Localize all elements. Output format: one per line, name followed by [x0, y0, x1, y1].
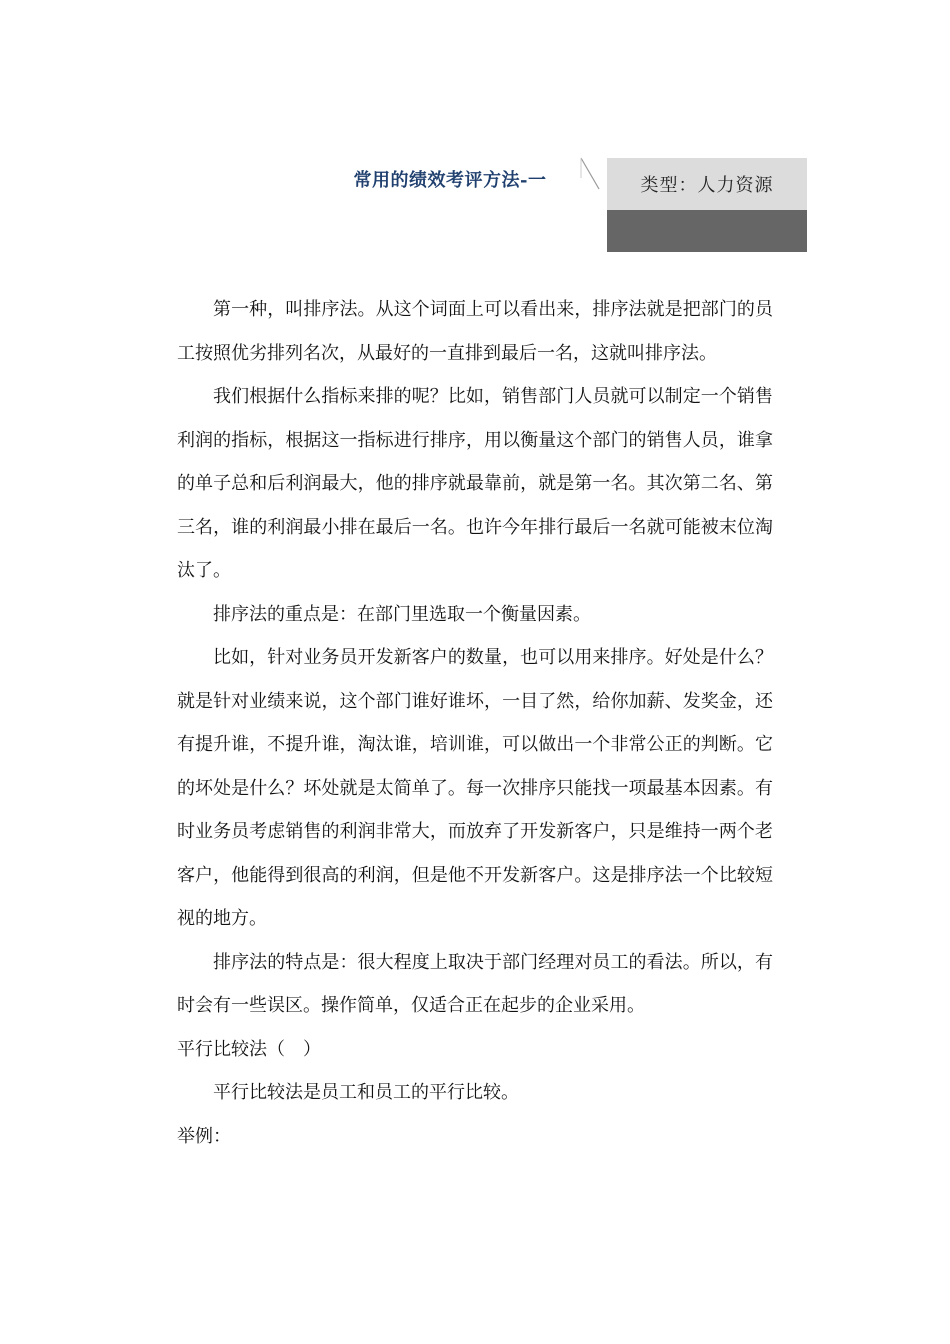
category-label: 类型： — [640, 175, 698, 196]
category-box — [607, 158, 807, 210]
section-heading: 举例： — [177, 1125, 231, 1147]
paragraph: 平行比较法是员工和员工的平行比较。 — [213, 1082, 519, 1103]
section-heading: 平行比较法（ ） — [177, 1038, 321, 1060]
paragraph: 我们根据什么指标来排的呢？比如，销售部门人员就可以制定一个销售利润的指标，根据这一指标进行排序，用以衡量这个部门的销售人员，谁拿的单子总和后利润最大，他的排序就最靠前，就是第一名。其次第二名、第三名，谁的利润最小排在最后一名。也许今年排行最后一名就可能被末位淘汰了。 — [177, 386, 773, 581]
document-title: 常用的绩效考评方法-一 — [353, 170, 547, 191]
header-dark-bar — [607, 210, 807, 252]
paragraph: 比如，针对业务员开发新客户的数量，也可以用来排序。好处是什么？就是针对业绩来说，这个部门谁好谁坏，一目了然，给你加薪、发奖金，还有提升谁，不提升谁，淘汰谁，培训谁，可以做出一个非常公正的判断。它的坏处是什么？坏处就是太简单了。每一次排序只能找一项最基本因素。有时业务员考虑销售的利润非常大，而放弃了开发新客户，只是维持一两个老客户，他能得到很高的利润，但是他不开发新客户。这是排序法一个比较短视的地方。 — [177, 647, 773, 929]
page-fold-decoration — [578, 156, 602, 192]
paragraph: 第一种，叫排序法。从这个词面上可以看出来，排序法就是把部门的员工按照优劣排列名次，从最好的一直排到最后一名，这就叫排序法。 — [177, 299, 773, 364]
paragraph: 排序法的特点是：很大程度上取决于部门经理对员工的看法。所以，有时会有一些误区。操作简单，仅适合正在起步的企业采用。 — [177, 951, 773, 1016]
paragraph: 排序法的重点是：在部门里选取一个衡量因素。 — [213, 603, 591, 625]
document-body — [177, 288, 773, 1158]
category-value: 人力资源 — [697, 175, 774, 196]
